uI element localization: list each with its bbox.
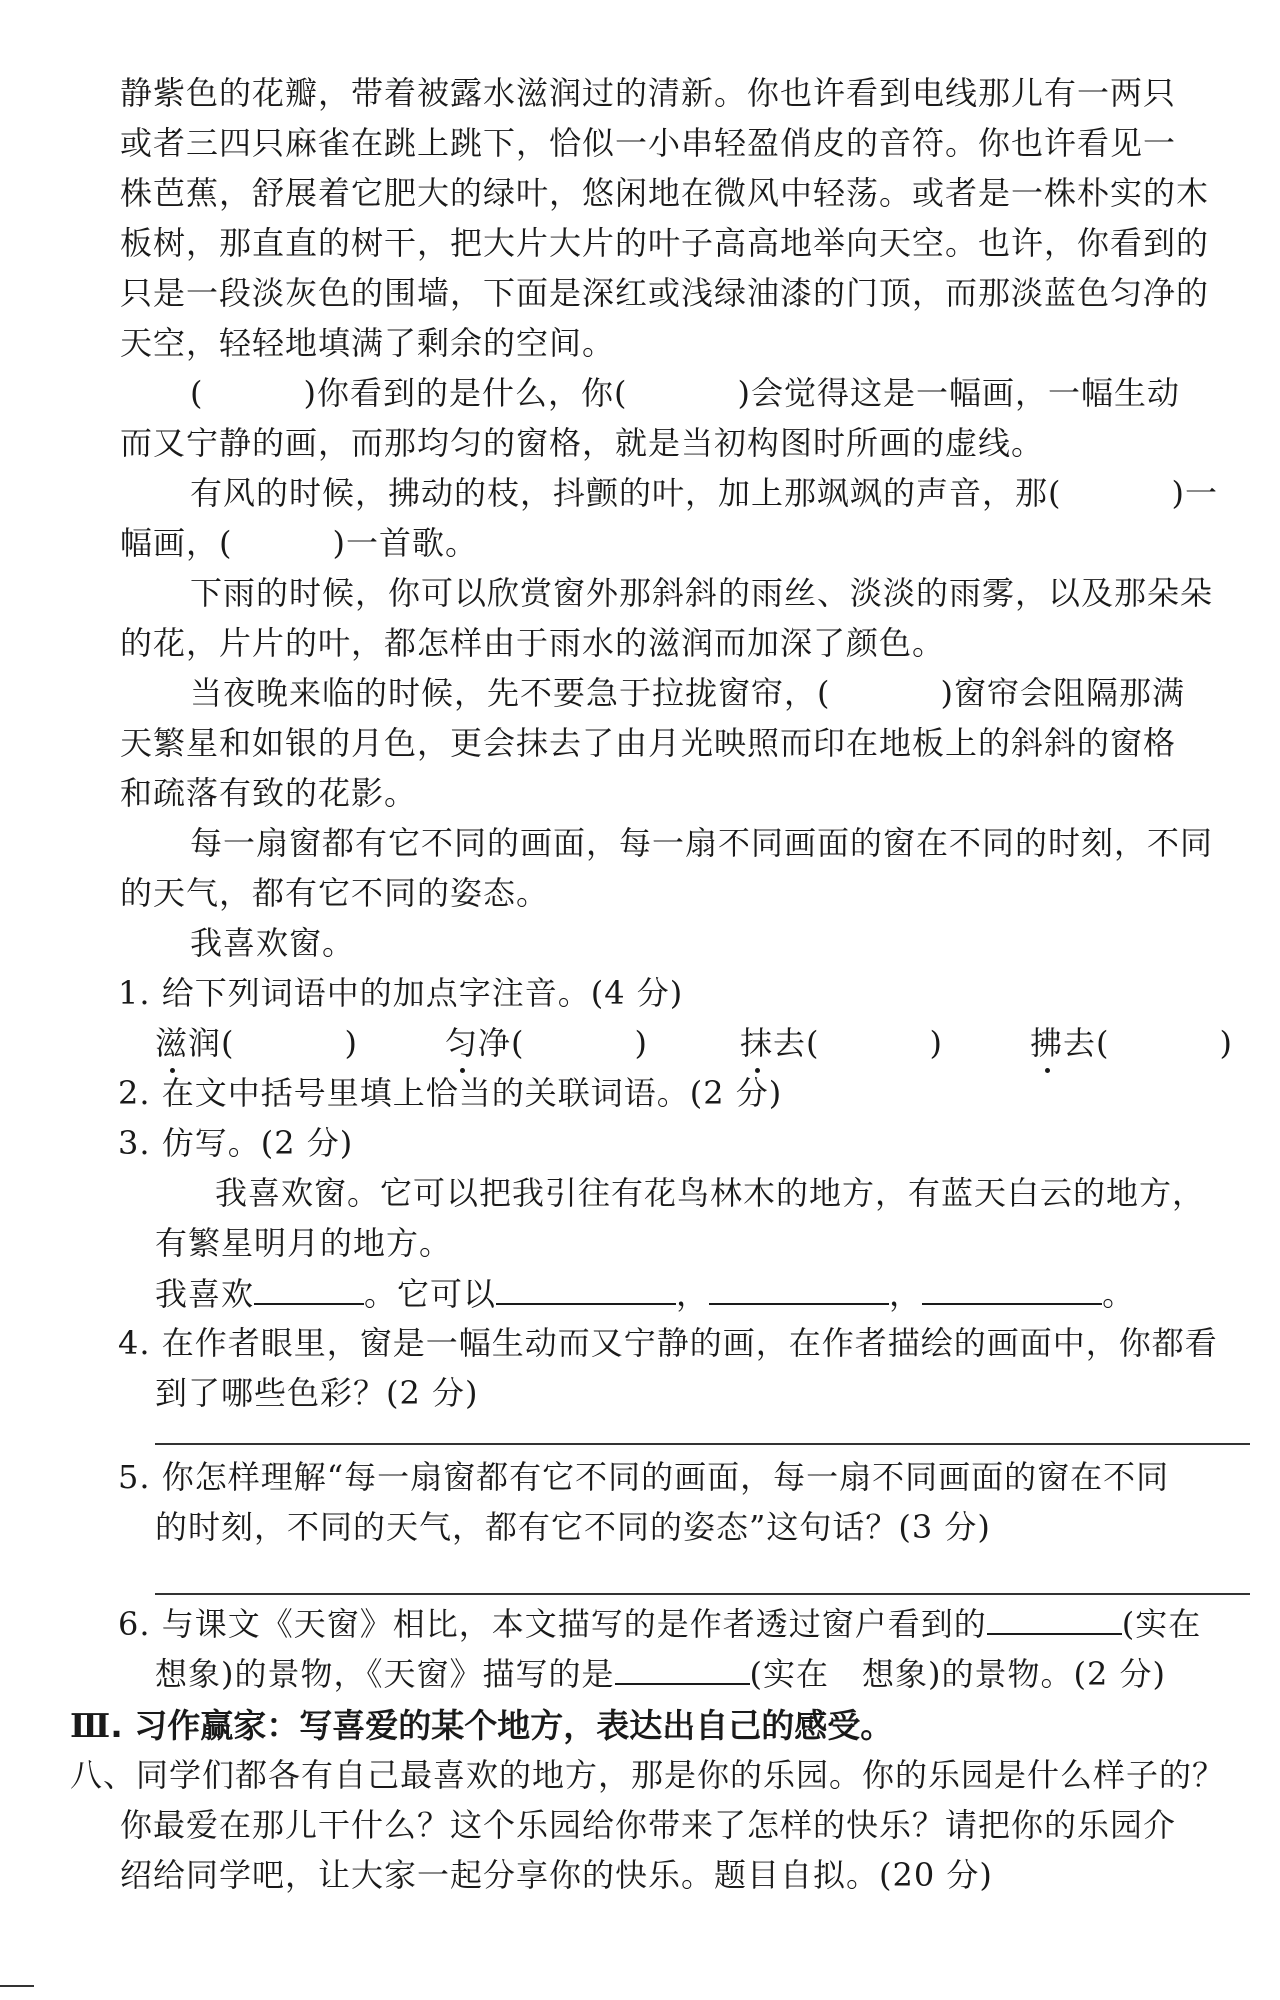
question-5-cont: 的时刻，不同的天气，都有它不同的姿态”这句话？(3 分) [155,1508,991,1546]
fill-bracket-close: ) [737,374,751,412]
dotted-char: 滋 [155,1024,189,1062]
question-6 [118,1603,1228,1644]
passage-line [120,523,1230,563]
q4-answer-line[interactable] [155,1443,1250,1445]
q1-word-3 [740,1023,1030,1063]
q3-fill-text: 。它可以 [364,1275,497,1313]
passage-text: 一首歌。 [345,524,478,562]
q3-blank-1[interactable] [254,1273,364,1305]
fill-bracket-open: ( [190,374,204,412]
q6-blank-1[interactable] [987,1603,1122,1635]
q1-words [155,1023,1233,1063]
question-1: 1. 给下列词语中的加点字注音。(4 分) [118,974,684,1012]
passage-text: 会觉得这是一幅画，一幅生动 [750,374,1180,412]
fill-bracket-close: ) [303,374,317,412]
passage-line: 天空，轻轻地填满了剩余的空间。 [120,324,616,362]
q5-answer-line[interactable] [155,1593,1250,1595]
q1-word-4 [1030,1023,1233,1063]
section-title: . 习作赢家：写喜爱的某个地方，表达出自己的感受。 [110,1706,894,1745]
passage-text: 有风的时候，拂动的枝，抖颤的叶，加上那飒飒的声音，那 [190,474,1049,512]
word-char: 净 [478,1024,512,1062]
fill-bracket-open: ( [511,1024,525,1062]
q6-text: (实在 [1121,1605,1202,1643]
fill-bracket-open: ( [1096,1024,1110,1062]
q3-comma: ， [676,1275,710,1313]
passage-line: 或者三四只麻雀在跳上跳下，恰似一小串轻盈俏皮的音符。你也许看见一 [120,124,1177,162]
q1-word-2 [445,1023,740,1063]
section-8-line: 绍给同学吧，让大家一起分享你的快乐。题目自拟。(20 分) [120,1856,993,1894]
page-corner-rule [0,1985,34,1987]
section-number: Ⅲ [70,1706,111,1745]
passage-text: 幅画， [120,524,220,562]
passage-line [190,673,1230,713]
fill-bracket-close: ) [940,674,954,712]
passage-line: 下雨的时候，你可以欣赏窗外那斜斜的雨丝、淡淡的雨雾，以及那朵朵 [190,574,1214,612]
section-8-line: 你最爱在那儿干什么？这个乐园给你带来了怎样的快乐？请把你的乐园介 [120,1806,1177,1844]
passage-text: 当夜晚来临的时候，先不要急于拉拢窗帘， [190,674,818,712]
q3-fill-line [155,1273,1230,1314]
fill-bracket-close: ) [1171,474,1185,512]
word-char: 去 [773,1024,807,1062]
q6-text: 想象)的景物，《天窗》描写的是 [155,1655,615,1693]
fill-bracket-open: ( [219,524,233,562]
q6-text: (实在 想象)的景物。(2 分) [749,1655,1166,1693]
passage-line: 的天气，都有它不同的姿态。 [120,874,550,912]
passage-line: 板树，那直直的树干，把大片大片的叶子高高地举向天空。也许，你看到的 [120,224,1210,262]
passage-line: 天繁星和如银的月色，更会抹去了由月光映照而印在地板上的斜斜的窗格 [120,724,1177,762]
passage-line: 我喜欢窗。 [190,924,356,962]
passage-line: 静紫色的花瓣，带着被露水滋润过的清新。你也许看到电线那儿有一两只 [120,74,1177,112]
q3-fill-text: 我喜欢 [155,1275,255,1313]
dotted-char: 抹 [740,1024,774,1062]
passage-line: 而又宁静的画，而那均匀的窗格，就是当初构图时所画的虚线。 [120,424,1045,462]
question-2: 2. 在文中括号里填上恰当的关联词语。(2 分) [118,1074,783,1112]
dotted-char: 拂 [1030,1024,1064,1062]
passage-line: 株芭蕉，舒展着它肥大的绿叶，悠闲地在微风中轻荡。或者是一株朴实的木 [120,174,1210,212]
passage-line [190,373,1230,413]
fill-bracket-open: ( [1048,474,1062,512]
passage-text: 你看到的是什么，你 [316,374,614,412]
passage-line: 只是一段淡灰色的围墙，下面是深红或浅绿油漆的门顶，而那淡蓝色匀净的 [120,274,1210,312]
q3-example: 我喜欢窗。它可以把我引往有花鸟林木的地方，有蓝天白云的地方， [215,1174,1206,1212]
passage-line: 和疏落有致的花影。 [120,774,418,812]
fill-bracket-close: ) [332,524,346,562]
dotted-char: 匀 [445,1024,479,1062]
passage-text: 一 [1184,474,1218,512]
passage-text: 窗帘会阻隔那满 [953,674,1185,712]
q6-blank-2[interactable] [615,1653,750,1685]
question-4: 4. 在作者眼里，窗是一幅生动而又宁静的画，在作者描绘的画面中，你都看 [118,1324,1218,1362]
question-4-cont: 到了哪些色彩？(2 分) [155,1374,479,1412]
passage-line [190,473,1230,513]
question-6-cont [155,1653,1230,1694]
section-8-line: 八、同学们都各有自己最喜欢的地方，那是你的乐园。你的乐园是什么样子的？ [70,1756,1226,1794]
fill-bracket-close: ) [344,1024,358,1062]
q3-blank-4[interactable] [922,1273,1102,1305]
word-char: 润 [188,1024,222,1062]
passage-line: 的花，片片的叶，都怎样由于雨水的滋润而加深了颜色。 [120,624,946,662]
passage-line: 每一扇窗都有它不同的画面，每一扇不同画面的窗在不同的时刻，不同 [190,824,1214,862]
fill-bracket-open: ( [613,374,628,412]
q3-comma: ， [889,1275,923,1313]
q3-example: 有繁星明月的地方。 [155,1224,453,1262]
fill-bracket-open: ( [806,1024,820,1062]
fill-bracket-open: ( [221,1024,235,1062]
q3-blank-3[interactable] [709,1273,889,1305]
word-char: 去 [1063,1024,1097,1062]
q1-word-1 [155,1023,445,1063]
fill-bracket-close: ) [929,1024,943,1062]
q3-period: 。 [1102,1275,1136,1313]
section-heading [70,1705,893,1747]
q3-blank-2[interactable] [496,1273,676,1305]
q6-text: 6. 与课文《天窗》相比，本文描写的是作者透过窗户看到的 [118,1605,987,1643]
fill-bracket-open: ( [817,674,831,712]
fill-bracket-close: ) [634,1024,648,1062]
fill-bracket-close: ) [1219,1024,1233,1062]
question-3: 3. 仿写。(2 分) [118,1124,354,1162]
question-5: 5. 你怎样理解“每一扇窗都有它不同的画面，每一扇不同画面的窗在不同 [118,1458,1170,1496]
